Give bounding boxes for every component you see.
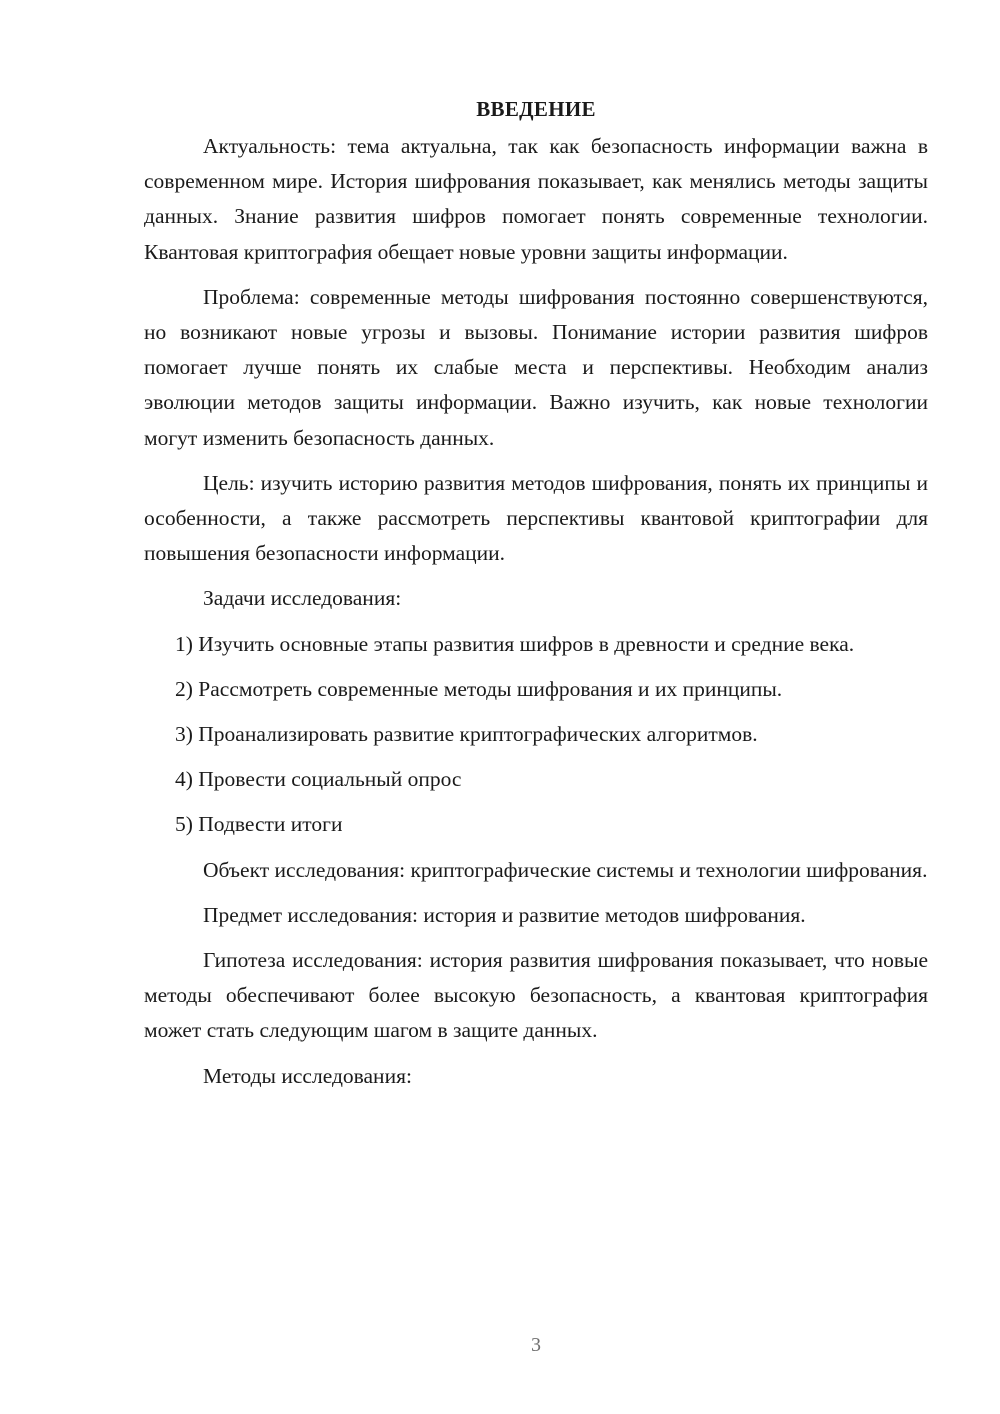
task-item-4: 4) Провести социальный опрос xyxy=(175,767,462,792)
relevance-paragraph: Актуальность: тема актуальна, так как безопасность информации важна в современном мире. История шифрования показывает, как менялись методы защиты данных. Знание развития шифров помогает понять современные технологии. Квантовая криптография обещает новые уровни защиты информации. xyxy=(144,134,928,264)
task-item-2: 2) Рассмотреть современные методы шифрования и их принципы. xyxy=(175,676,783,701)
methods-heading: Методы исследования: xyxy=(203,1063,412,1088)
tasks-heading: Задачи исследования: xyxy=(203,586,402,611)
document-page xyxy=(144,92,928,1094)
object-paragraph: Объект исследования: криптографические системы и технологии шифрования. xyxy=(203,857,928,882)
goal-paragraph: Цель: изучить историю развития методов шифрования, понять их принципы и особенности, а также рассмотреть перспективы квантовой криптографии для повышения безопасности информации. xyxy=(144,470,928,566)
task-item-5: 5) Подвести итоги xyxy=(175,812,343,837)
subject-paragraph: Предмет исследования: история и развитие методов шифрования. xyxy=(203,902,806,927)
task-item-1: 1) Изучить основные этапы развития шифров в древности и средние века. xyxy=(175,631,855,656)
problem-paragraph: Проблема: современные методы шифрования постоянно совершенствуются, но возникают новые угрозы и вызовы. Понимание истории развития шифров помогает лучше понять их слабые места и перспективы. Необходим анализ эволюции методов защиты информации. Важно изучить, как новые технологии могут изменить безопасность данных. xyxy=(144,284,928,450)
section-title: ВВЕДЕНИЕ xyxy=(476,97,596,121)
hypothesis-paragraph: Гипотеза исследования: история развития шифрования показывает, что новые методы обеспечивают более высокую безопасность, а квантовая криптография может стать следующим шагом в защите данных. xyxy=(144,948,928,1043)
task-item-3: 3) Проанализировать развитие криптографических алгоритмов. xyxy=(175,722,758,747)
page-number: 3 xyxy=(531,1334,541,1356)
